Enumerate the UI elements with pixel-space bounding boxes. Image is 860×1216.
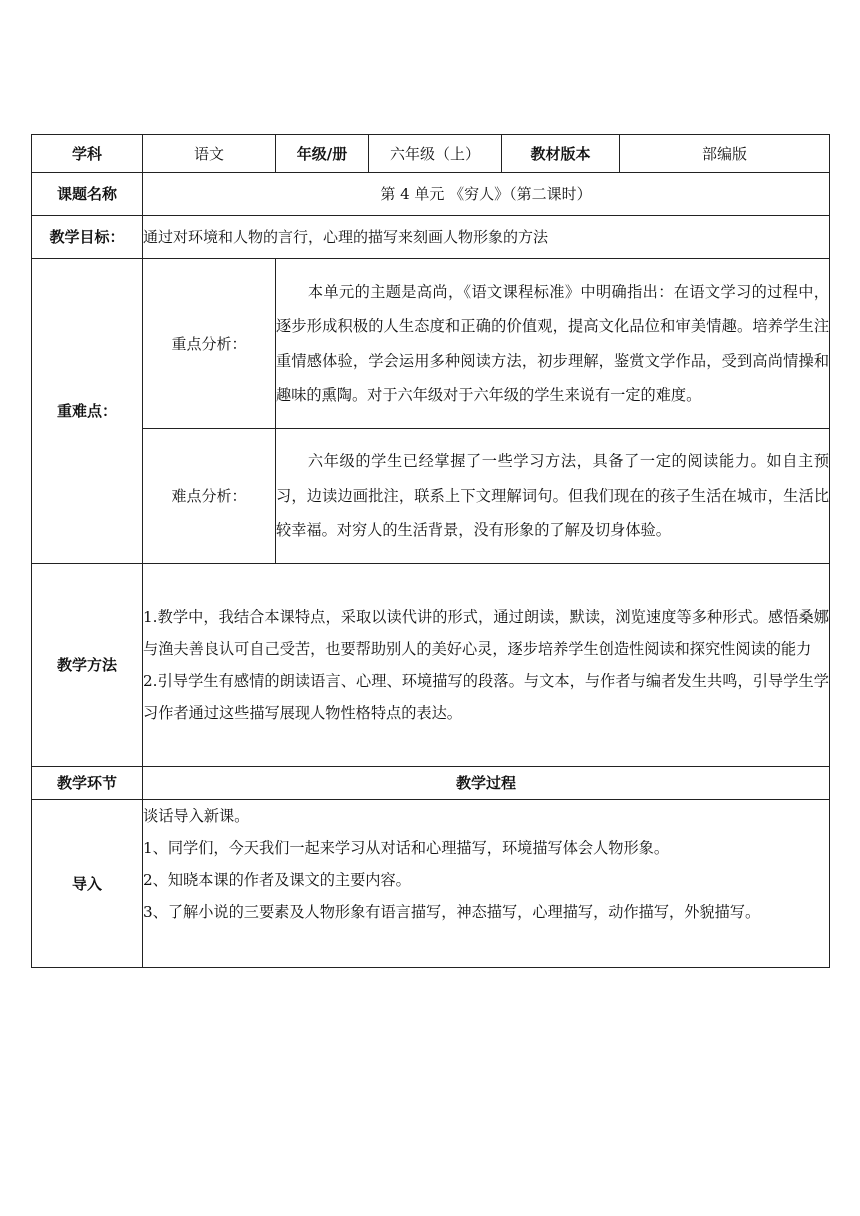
process-header: 教学过程 (143, 767, 830, 800)
objective-value: 通过对环境和人物的言行，心理的描写来刻画人物形象的方法 (143, 216, 830, 259)
topic-row (32, 173, 830, 216)
intro-line-1: 1、同学们，今天我们一起来学习从对话和心理描写，环境描写体会人物形象。 (143, 839, 670, 857)
topic-label: 课题名称 (32, 173, 143, 216)
focus-row (32, 259, 830, 429)
intro-line-2: 2、知晓本课的作者及课文的主要内容。 (143, 871, 411, 889)
topic-value: 第 4 单元 《穷人》（第二课时） (143, 173, 830, 216)
subject-label: 学科 (32, 135, 143, 173)
edition-value: 部编版 (620, 135, 830, 173)
difficulty-analysis-text: 六年级的学生已经掌握了一些学习方法，具备了一定的阅读能力。如自主预习，边读边画批注，联系上下文理解词句。但我们现在的孩子生活在城市，生活比较幸福。对穷人的生活背景，没有形象的了解及切身体验。 (276, 452, 829, 540)
info-row (32, 135, 830, 173)
method-item-1: 1.教学中，我结合本课特点，采取以读代讲的形式，通过朗读，默读，浏览速度等多种形式。感悟桑娜与渔夫善良认可自己受苦，也要帮助别人的美好心灵，逐步培养学生创造性阅读和探究性阅读的能力 (143, 608, 829, 658)
difficulty-row (32, 429, 830, 564)
focus-analysis-label: 重点分析： (143, 259, 276, 429)
grade-value: 六年级（上） (369, 135, 502, 173)
stage-header: 教学环节 (32, 767, 143, 800)
focus-analysis-text: 本单元的主题是高尚，《语文课程标准》中明确指出：在语文学习的过程中，逐步形成积极的人生态度和正确的价值观，提高文化品位和审美情趣。培养学生注重情感体验，学会运用多种阅读方法，初步理解，鉴赏文学作品，受到高尚情操和趣味的熏陶。对于六年级对于六年级的学生来说有一定的难度。 (276, 282, 829, 404)
grade-label: 年级/册 (276, 135, 369, 173)
intro-label: 导入 (32, 800, 143, 968)
subject-value: 语文 (143, 135, 276, 173)
intro-line-3: 3、了解小说的三要素及人物形象有语言描写，神态描写，心理描写，动作描写，外貌描写。 (143, 903, 761, 921)
method-cell (143, 564, 830, 767)
objective-row (32, 216, 830, 259)
edition-label: 教材版本 (502, 135, 620, 173)
intro-cell (143, 800, 830, 968)
intro-line-0: 谈话导入新课。 (143, 807, 250, 825)
intro-row (32, 800, 830, 968)
process-header-row (32, 767, 830, 800)
method-label: 教学方法 (32, 564, 143, 767)
objective-label: 教学目标： (32, 216, 143, 259)
lesson-plan-table (31, 134, 830, 968)
method-item-2: 2.引导学生有感情的朗读语言、心理、环境描写的段落。与文本，与作者与编者发生共鸣，引导学生学习作者通过这些描写展现人物性格特点的表达。 (143, 672, 829, 722)
key-points-label: 重难点： (32, 259, 143, 564)
focus-analysis-cell (276, 259, 830, 429)
difficulty-analysis-label: 难点分析： (143, 429, 276, 564)
difficulty-analysis-cell (276, 429, 830, 564)
method-row (32, 564, 830, 767)
